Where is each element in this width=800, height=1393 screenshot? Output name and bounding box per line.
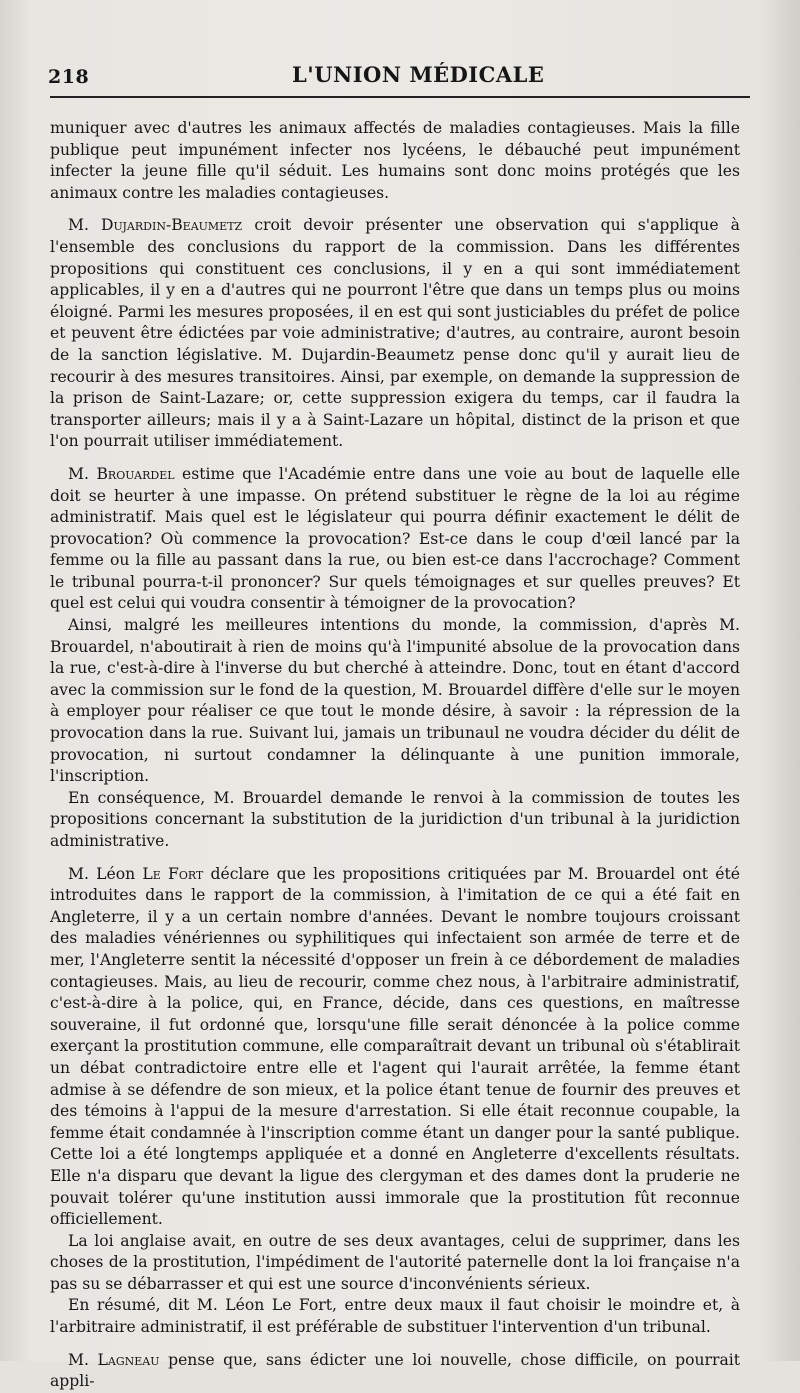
paragraph-4 xyxy=(50,615,740,788)
speaker-name: Dujardin-Beaumetz xyxy=(101,216,243,235)
speaker-prefix: M. xyxy=(68,216,102,235)
paragraph-3 xyxy=(50,464,740,615)
paragraph-7-text: La loi anglaise avait, en outre de ses deux avantages, celui de supprimer, dans les choses de la prostitution, l'impédiment de l'autorité paternelle dont la loi française n'a pas su se débarrasser et qui est une source d'inconvénients sérieux. xyxy=(50,1231,740,1293)
paragraph-8-text: En résumé, dit M. Léon Le Fort, entre deux maux il faut choisir le moindre et, à l'arbitraire administratif, il est préférable de substituer l'intervention d'un tribunal. xyxy=(50,1296,740,1337)
paragraph-2-text: croit devoir présenter une observation qui s'applique à l'ensemble des conclusions du rapport de la commission. Dans les différentes propositions qui constituent ces conclusions, il y en a qui sont immédiatement applicables, il y en a d'autres qui ne pourront l'être que dans un temps plus ou moins éloigné. Parmi les mesures proposées, il en est qui sont justiciables du préfet de police et peuvent être édictées par voie administrative; d'autres, au contraire, auront besoin de la sanction législative. M. Dujardin-Beaumetz pense donc qu'il y aurait lieu de recourir à des mesures transitoires. Ainsi, par exemple, on demande la suppression de la prison de Saint-Lazare; or, cette suppression exigera du temps, car il faudra la transporter ailleurs; mais il y a à Saint-Lazare un hôpital, distinct de la prison et que l'on pourrait utiliser immédiatement. xyxy=(50,216,740,451)
speaker-name: Lagneau xyxy=(97,1350,160,1369)
speaker-name: Le Fort xyxy=(142,864,204,883)
speaker-prefix: M. Léon xyxy=(68,864,143,883)
paragraph-9 xyxy=(50,1350,740,1393)
paragraph-5 xyxy=(50,788,740,853)
speaker-prefix: M. xyxy=(68,1350,98,1369)
body-text xyxy=(50,118,740,1393)
running-title: L'UNION MÉDICALE xyxy=(292,62,545,87)
paragraph-9-text: pense que, sans édicter une loi nouvelle, chose difficile, on pourrait appli- xyxy=(50,1350,740,1391)
paragraph-6-text: déclare que les propositions critiquées par M. Brouardel ont été introduites dans le rapport de la commission, à l'imitation de ce qui a été fait en Angleterre, il y a un certain nombre d'années. Devant le nombre toujours croissant des maladies vénériennes ou syphilitiques qui infectaient son armée de terre et de mer, l'Angleterre sentit la nécessité d'opposer un frein à ce débordement de maladies contagieuses. Mais, au lieu de recourir, comme chez nous, à l'arbitraire administratif, c'est-à-dire à la police, qui, en France, décide, dans ces questions, en maîtresse souveraine, il fut ordonné que, lorsqu'une fille serait dénoncée à la police comme exerçant la prostitution commune, elle comparaîtrait devant un tribunal où s'établirait un débat contradictoire entre elle et l'agent qui l'aurait arrêtée, la femme étant admise à se défendre de son mieux, et la police étant tenue de fournir des preuves et des témoins à l'appui de la mesure d'arrestation. Si elle était reconnue coupable, la femme était condamnée à l'inscription comme étant un danger pour la santé publique. Cette loi a été longtemps appliquée et a donné en Angleterre d'excellents résultats. Elle n'a disparu que devant la ligue des clergyman et des dames dont la pruderie ne pouvait tolérer qu'une institution aussi immorale que la prostitution fût reconnue officiellement. xyxy=(50,864,741,1229)
speaker-prefix: M. xyxy=(68,464,97,483)
paragraph-2 xyxy=(50,215,740,453)
header-rule xyxy=(50,96,750,98)
paragraph-8 xyxy=(50,1295,740,1338)
paragraph-3-text: estime que l'Académie entre dans une voie au bout de laquelle elle doit se heurter à une impasse. On prétend substituer le règne de la loi au régime administratif. Mais quel est le législateur qui pourra définir exactement le délit de provocation? Où commence la provocation? Est-ce dans le coup d'œil lancé par la femme ou la fille au passant dans la rue, ou bien est-ce dans l'accrochage? Comment le tribunal pourra-t-il prononcer? Sur quels témoignages et sur quelles preuves? Et quel est celui qui voudra consentir à témoigner de la provocation? xyxy=(50,464,740,613)
paragraph-7 xyxy=(50,1231,740,1296)
paragraph-5-text: En conséquence, M. Brouardel demande le renvoi à la commission de toutes les propositions concernant la substitution de la juridiction d'un tribunal à la juridiction administrative. xyxy=(50,788,740,850)
page-header xyxy=(48,62,748,92)
page-number: 218 xyxy=(48,66,90,88)
paragraph-1-text: muniquer avec d'autres les animaux affectés de maladies contagieuses. Mais la fille publique peut impunément infecter nos lycéens, le débauché peut impunément infecter la jeune fille qu'il séduit. Les humains sont donc moins protégés que les animaux contre les maladies contagieuses. xyxy=(50,119,740,202)
paragraph-6 xyxy=(50,864,740,1231)
paragraph-1 xyxy=(50,118,740,204)
paragraph-4-text: Ainsi, malgré les meilleures intentions du monde, la commission, d'après M. Brouardel, n'aboutirait à rien de moins qu'à l'impunité absolue de la provocation dans la rue, c'est-à-dire à l'inverse du but cherché à atteindre. Donc, tout en étant d'accord avec la commission sur le fond de la question, M. Brouardel diffère d'elle sur le moyen à employer pour réaliser ce que tout le monde désire, à savoir : la répression de la provocation dans la rue. Suivant lui, jamais un tribunaul ne voudra décider du délit de provocation, ni surtout condamner la délinquante à une punition immorale, l'inscription. xyxy=(50,616,740,786)
speaker-name: Brouardel xyxy=(96,464,175,483)
